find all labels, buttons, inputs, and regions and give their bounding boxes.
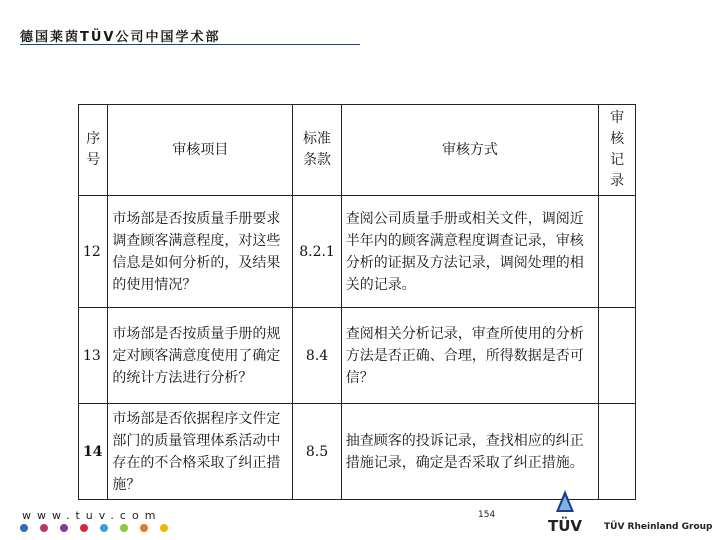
row-record xyxy=(599,196,636,308)
color-dot xyxy=(100,524,108,532)
table-header-row xyxy=(79,105,636,196)
color-dot xyxy=(20,524,28,532)
brand-name: TÜV Rheinland Group xyxy=(604,522,713,532)
footer-url[interactable]: www.tuv.com xyxy=(22,509,162,522)
row-method: 抽查顾客的投诉记录，查找相应的纠正措施记录，确定是否采取了纠正措施。 xyxy=(341,404,598,500)
row-item: 市场部是否按质量手册要求调查顾客满意程度，对这些信息是如何分析的，及结果的使用情况？ xyxy=(108,196,293,308)
row-clause: 8.5 xyxy=(293,404,341,500)
row-item: 市场部是否按质量手册的规定对顾客满意度使用了确定的统计方法进行分析？ xyxy=(108,308,293,404)
row-no: 13 xyxy=(79,308,108,404)
header-rule xyxy=(20,44,360,45)
row-method: 查阅公司质量手册或相关文件，调阅近半年内的顾客满意程度调查记录，审核分析的证据及方法记录，调阅处理的相关的记录。 xyxy=(341,196,598,308)
header-clause: 标准条款 xyxy=(293,105,341,196)
color-dot xyxy=(80,524,88,532)
table-row xyxy=(79,308,636,404)
color-dot xyxy=(160,524,168,532)
audit-table xyxy=(78,104,636,500)
header-method: 审核方式 xyxy=(341,105,598,196)
header-record: 审核记录 xyxy=(599,105,636,196)
row-record xyxy=(599,308,636,404)
header-no: 序号 xyxy=(79,105,108,196)
page-number: 154 xyxy=(478,510,496,520)
row-record xyxy=(599,404,636,500)
table-row xyxy=(79,196,636,308)
header-title: 德国莱茵TÜV公司中国学术部 xyxy=(20,30,221,45)
row-no: 12 xyxy=(79,196,108,308)
row-clause: 8.4 xyxy=(293,308,341,404)
color-dot xyxy=(120,524,128,532)
color-dot xyxy=(140,524,148,532)
row-no: 14 xyxy=(79,404,108,500)
table-row xyxy=(79,404,636,500)
row-method: 查阅相关分析记录，审查所使用的分析方法是否正确、合理，所得数据是否可信？ xyxy=(341,308,598,404)
tuv-logo-word: TÜV xyxy=(547,517,583,535)
row-clause: 8.2.1 xyxy=(293,196,341,308)
color-dot xyxy=(40,524,48,532)
color-dot xyxy=(60,524,68,532)
row-item: 市场部是否依据程序文件定部门的质量管理体系活动中存在的不合格采取了纠正措施？ xyxy=(108,404,293,500)
header-item: 审核项目 xyxy=(108,105,293,196)
